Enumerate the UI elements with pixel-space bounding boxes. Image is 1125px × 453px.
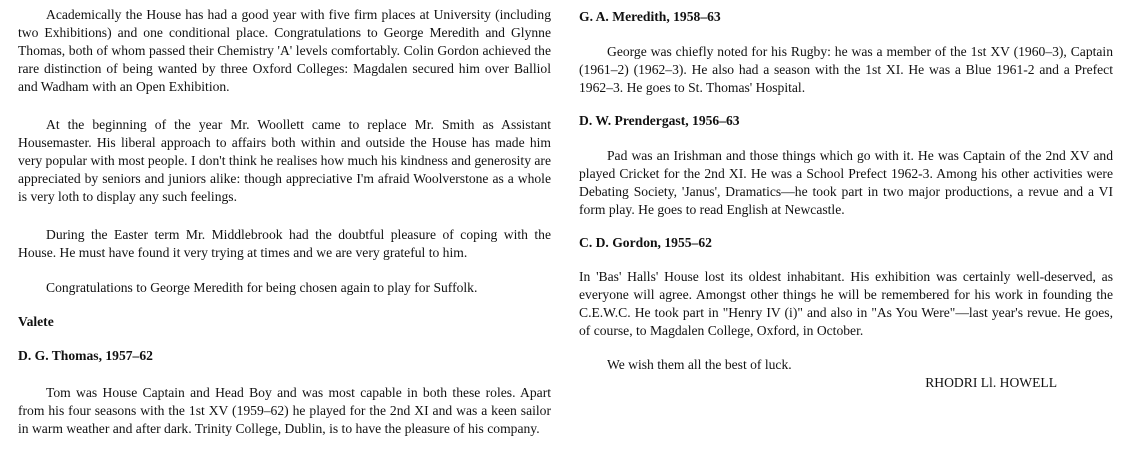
thomas-heading: D. G. Thomas, 1957–62	[18, 348, 153, 363]
closing-line: We wish them all the best of luck.	[607, 357, 792, 372]
prendergast-text: Pad was an Irishman and those things which go with it. He was Captain of the 2nd XV and played Cricket for the 2nd XI. He was a School Prefect 1962-3. Among his other activities were Debating Society, 'Janus', Dramatics—he took part in two major productions, a revue and a VI form play. He goes to read English at Newcastle.	[579, 148, 1113, 217]
paragraph-academics: Academically the House has had a good year with five firm places at University (including two Exhibitions) and one conditional place. Congratulations to George Meredith and Glynne Thomas, both of whom passed their Chemistry 'A' levels comfortably. Colin Gordon achieved the rare distinction of being wanted by three Oxford Colleges: Magdalen secured him over Balliol and Wadham with an Open Exhibition.	[18, 7, 551, 94]
valete-heading: Valete	[18, 314, 54, 329]
meredith-heading: G. A. Meredith, 1958–63	[579, 9, 721, 24]
paragraph-easter-term: During the Easter term Mr. Middlebrook had the doubtful pleasure of coping with the House. He must have found it very trying at times and we are very grateful to him.	[18, 227, 551, 260]
gordon-heading: C. D. Gordon, 1955–62	[579, 235, 712, 250]
paragraph-suffolk: Congratulations to George Meredith for being chosen again to play for Suffolk.	[46, 280, 478, 295]
thomas-text: Tom was House Captain and Head Boy and was most capable in both these roles. Apart from his four seasons with the 1st XV (1959–62) he played for the 2nd XI and was a keen sailor in warm weather and after dark. Trinity College, Dublin, is to have the pleasure of his company.	[18, 385, 551, 436]
paragraph-housemaster: At the beginning of the year Mr. Woollett came to replace Mr. Smith as Assistant Housemaster. His liberal approach to affairs both within and outside the House has made him very popular with most people. I don't think he realises how much his kindness and generosity are appreciated by seniors and juniors alike: though appreciative I'm afraid Woolverstone as a whole is very loth to display any such feelings.	[18, 117, 551, 204]
gordon-text: In 'Bas' Halls' House lost its oldest inhabitant. His exhibition was certainly well-deserved, as everyone will agree. Amongst other things he will be remembered for his work in founding the C.E.W.C. He took part in "Henry IV (i)" and also in "As You Were"—last year's revue. He goes, of course, to Magdalen College, Oxford, in October.	[579, 269, 1113, 338]
right-column	[579, 0, 1113, 392]
prendergast-heading: D. W. Prendergast, 1956–63	[579, 113, 740, 128]
signature: RHODRI Ll. HOWELL	[925, 375, 1057, 390]
left-column	[18, 0, 551, 438]
meredith-text: George was chiefly noted for his Rugby: he was a member of the 1st XV (1960–3), Captain (1961–2) (1962–3). He also had a season with the 1st XI. He was a Blue 1961-2 and a Prefect 1962–3. He goes to St. Thomas' Hospital.	[579, 44, 1113, 95]
